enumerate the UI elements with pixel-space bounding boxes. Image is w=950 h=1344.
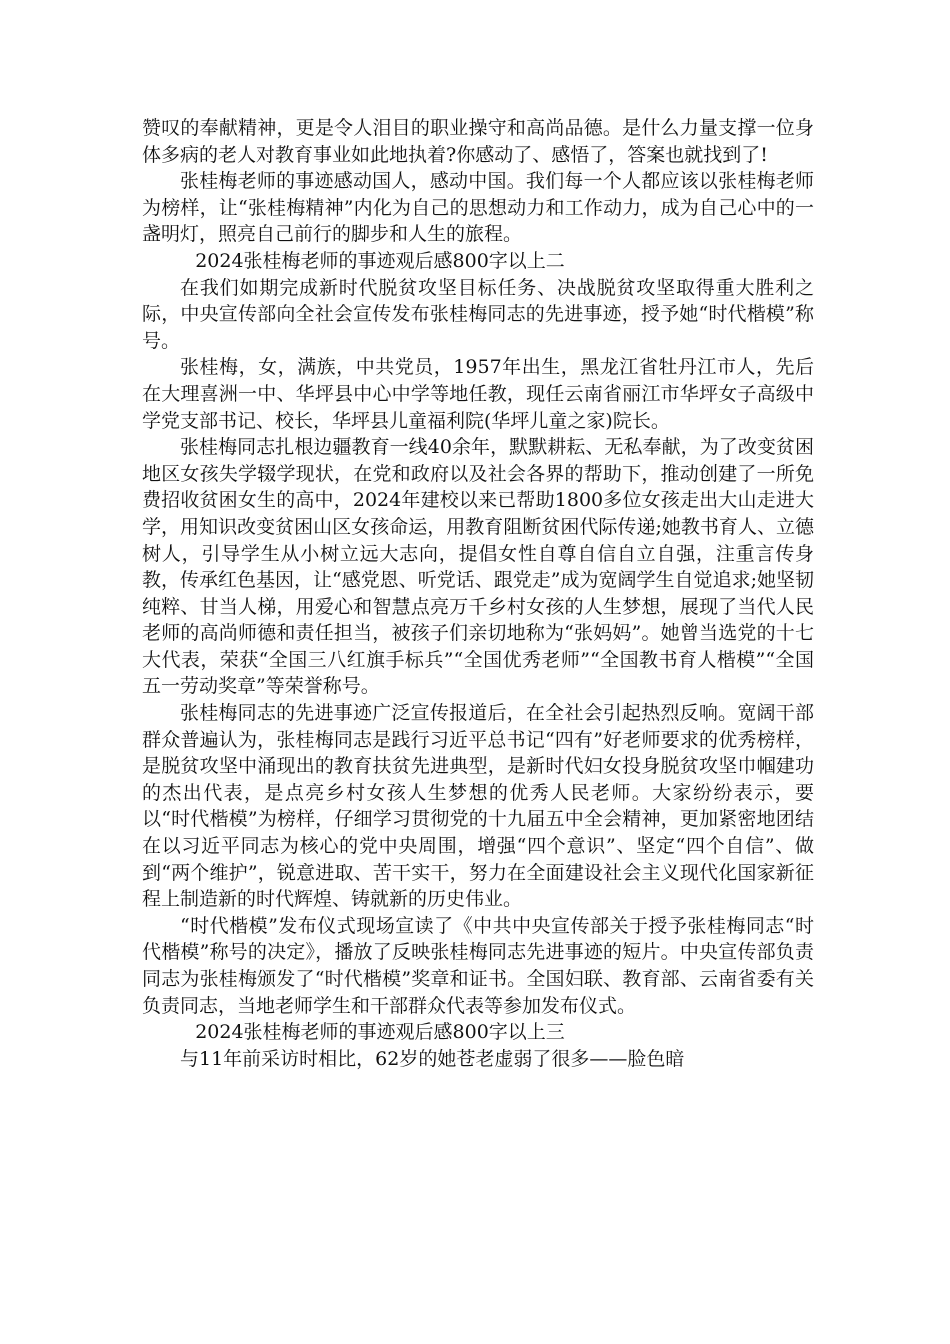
paragraph: 在我们如期完成新时代脱贫攻坚目标任务、决战脱贫攻坚取得重大胜利之际，中央宣传部向全社会宣传发布张桂梅同志的先进事迹，授予她“时代楷模”称号。 [142, 276, 814, 352]
paragraph: 张桂梅老师的事迹感动国人，感动中国。我们每一个人都应该以张桂梅老师为榜样，让“张桂梅精神”内化为自己的思想动力和工作动力，成为自己心中的一盏明灯，照亮自己前行的脚步和人生的旅程。 [142, 170, 814, 246]
document-page [142, 115, 814, 1072]
section-heading: 2024张桂梅老师的事迹观后感800字以上三 [195, 1021, 565, 1044]
section-heading: 2024张桂梅老师的事迹观后感800字以上二 [195, 249, 565, 272]
paragraph: 张桂梅同志的先进事迹广泛宣传报道后，在全社会引起热烈反响。宽阔干部群众普遍认为，张桂梅同志是践行习近平总书记“四有”好老师要求的优秀榜样，是脱贫攻坚中涌现出的教育扶贫先进典型，是新时代妇女投身脱贫攻坚巾帼建功的杰出代表，是点亮乡村女孩人生梦想的优秀人民老师。大家纷纷表示，要以“时代楷模”为榜样，仔细学习贯彻党的十九届五中全会精神，更加紧密地团结在以习近平同志为核心的党中央周围，增强“四个意识”、坚定“四个自信”、做到“两个维护”，锐意进取、苦干实干，努力在全面建设社会主义现代化国家新征程上制造新的时代辉煌、铸就新的历史伟业。 [142, 702, 814, 911]
paragraph: 与11年前采访时相比，62岁的她苍老虚弱了很多——脸色暗 [180, 1047, 685, 1070]
paragraph: 赞叹的奉献精神，更是令人泪目的职业操守和高尚品德。是什么力量支撑一位身体多病的老人对教育事业如此地执着?你感动了、感悟了，答案也就找到了! [142, 117, 814, 166]
paragraph: “时代楷模”发布仪式现场宣读了《中共中央宣传部关于授予张桂梅同志“时代楷模”称号的决定》，播放了反映张桂梅同志先进事迹的短片。中央宣传部负责同志为张桂梅颁发了“时代楷模”奖章和证书。全国妇联、教育部、云南省委有关负责同志，当地老师学生和干部群众代表等参加发布仪式。 [142, 914, 814, 1017]
paragraph: 张桂梅同志扎根边疆教育一线40余年，默默耕耘、无私奉献，为了改变贫困地区女孩失学辍学现状，在党和政府以及社会各界的帮助下，推动创建了一所免费招收贫困女生的高中，2024年建校以来已帮助1800多位女孩走出大山走进大学，用知识改变贫困山区女孩命运，用教育阻断贫困代际传递;她教书育人、立德树人，引导学生从小树立远大志向，提倡女性自尊自信自立自强，注重言传身教，传承红色基因，让“感党恩、听党话、跟党走”成为宽阔学生自觉追求;她坚韧纯粹、甘当人梯，用爱心和智慧点亮万千乡村女孩的人生梦想，展现了当代人民老师的高尚师德和责任担当，被孩子们亲切地称为“张妈妈”。她曾当选党的十七大代表，荣获“全国三八红旗手标兵”“全国优秀老师”“全国教书育人楷模”“全国五一劳动奖章”等荣誉称号。 [142, 436, 814, 698]
paragraph: 张桂梅，女，满族，中共党员，1957年出生，黑龙江省牡丹江市人，先后在大理喜洲一中、华坪县中心中学等地任教，现任云南省丽江市华坪女子高级中学党支部书记、校长，华坪县儿童福利院(华坪儿童之家)院长。 [142, 356, 814, 432]
